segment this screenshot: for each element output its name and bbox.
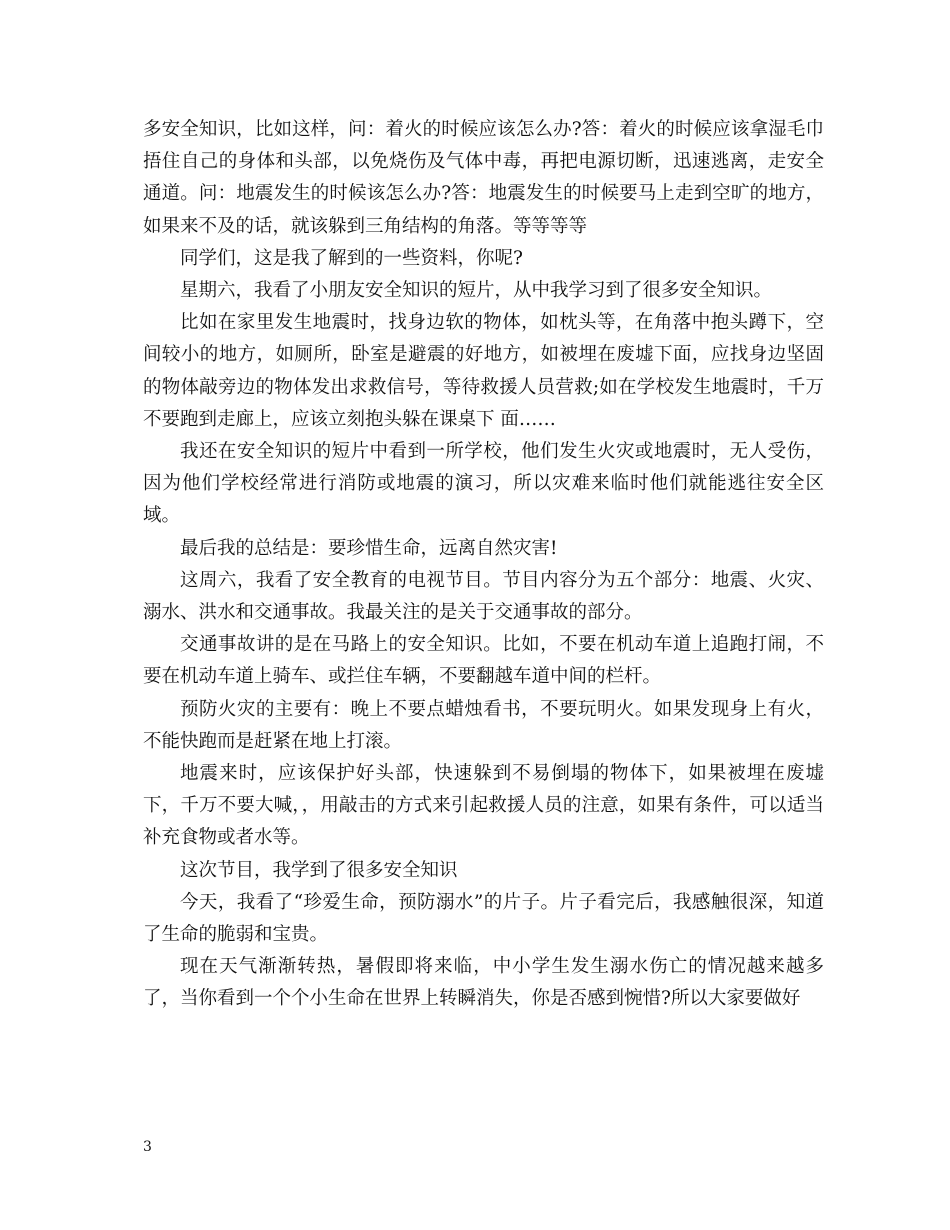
paragraph: 多安全知识，比如这样，问：着火的时候应该怎么办?答：着火的时候应该拿湿毛巾捂住自己的身体和头部，以免烧伤及气体中毒，再把电源切断，迅速逃离，走安全通道。问：地震发生的时候该怎么办?答：地震发生的时候要马上走到空旷的地方，如果来不及的话，就该躲到三角结构的角落。等等等等	[143, 119, 824, 237]
paragraph: 星期六，我看了小朋友安全知识的短片，从中我学习到了很多安全知识。	[180, 280, 773, 302]
paragraph: 地震来时，应该保护好头部，快速躲到不易倒塌的物体下，如果被埋在废墟下，千万不要大喊，，用敲击的方式来引起救援人员的注意，如果有条件，可以适当补充食物或者水等。	[143, 763, 824, 849]
paragraph: 今天，我看了“珍爱生命，预防溺水”的片子。片子看完后，我感触很深，知道了生命的脆弱和宝贵。	[143, 891, 824, 946]
body-text	[143, 114, 824, 1016]
paragraph: 比如在家里发生地震时，找身边软的物体，如枕头等，在角落中抱头蹲下，空间较小的地方，如厕所，卧室是避震的好地方，如被埋在废墟下面，应找身边坚固的物体敲旁边的物体发出求救信号，等待救援人员营救;如在学校发生地震时，千万不要跑到走廊上，应该立刻抱头躲在课桌下 面……	[143, 312, 824, 430]
paragraph: 预防火灾的主要有：晚上不要点蜡烛看书，不要玩明火。如果发现身上有火，不能快跑而是赶紧在地上打滚。	[143, 698, 824, 752]
paragraph: 现在天气渐渐转热，暑假即将来临，中小学生发生溺水伤亡的情况越来越多了，当你看到一个个小生命在世界上转瞬消失，你是否感到惋惜?所以大家要做好	[143, 956, 824, 1010]
paragraph: 我还在安全知识的短片中看到一所学校，他们发生火灾或地震时，无人受伤，因为他们学校经常进行消防或地震的演习，所以灾难来临时他们就能逃往安全区域。	[143, 441, 824, 527]
paragraph: 最后我的总结是：要珍惜生命，远离自然灾害!	[180, 537, 558, 559]
page-number: 3	[143, 1139, 152, 1155]
paragraph: 这周六，我看了安全教育的电视节目。节目内容分为五个部分：地震、火灾、溺水、洪水和交通事故。我最关注的是关于交通事故的部分。	[143, 569, 824, 624]
paragraph: 交通事故讲的是在马路上的安全知识。比如，不要在机动车道上追跑打闹，不要在机动车道上骑车、或拦住车辆，不要翻越车道中间的栏杆。	[143, 634, 824, 688]
paragraph: 这次节目，我学到了很多安全知识	[180, 859, 458, 881]
paragraph: 同学们，这是我了解到的一些资料，你呢?	[180, 247, 523, 269]
